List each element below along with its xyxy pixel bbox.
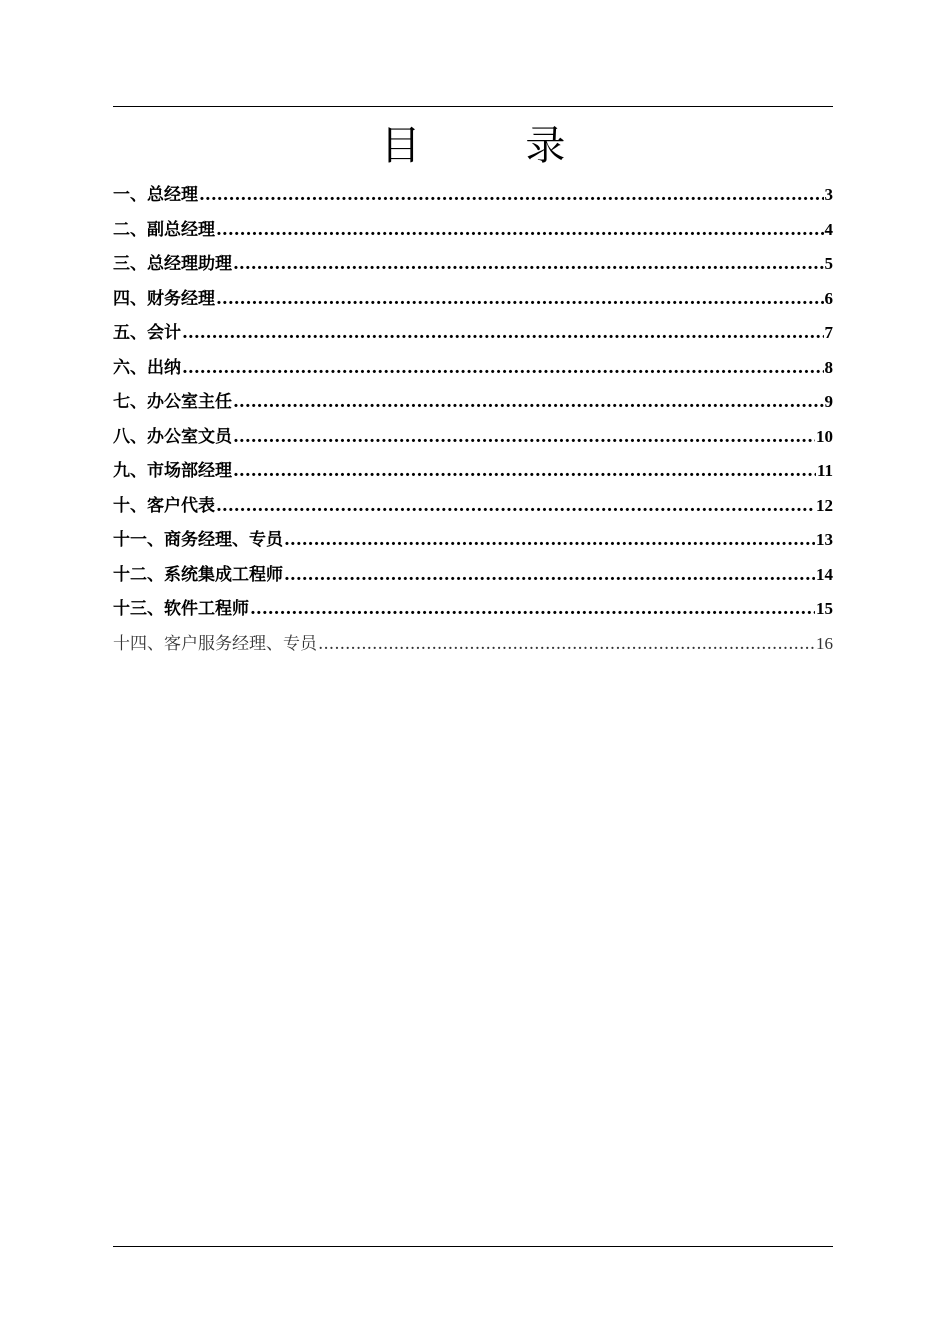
toc-dot-leader bbox=[233, 420, 815, 455]
toc-dot-leader bbox=[216, 282, 824, 317]
toc-entry-page: 11 bbox=[816, 461, 833, 480]
toc-entry[interactable] bbox=[113, 385, 833, 420]
toc-entry[interactable] bbox=[113, 247, 833, 282]
toc-entry-page: 9 bbox=[824, 392, 833, 411]
toc-dot-leader bbox=[216, 213, 824, 248]
toc-entry-label: 八、办公室文员 bbox=[113, 426, 232, 447]
toc-entry[interactable] bbox=[113, 558, 833, 593]
toc-entry[interactable] bbox=[113, 454, 833, 489]
toc-entry-label: 十二、系统集成工程师 bbox=[113, 564, 283, 585]
toc-entry[interactable] bbox=[113, 592, 833, 627]
toc-entry[interactable] bbox=[113, 420, 833, 455]
toc-entry[interactable] bbox=[113, 351, 833, 386]
toc-entry-label: 三、总经理助理 bbox=[113, 254, 232, 274]
toc-entry[interactable] bbox=[113, 282, 833, 317]
toc-entry-page: 12 bbox=[816, 495, 833, 515]
toc-entry-label: 五、会计 bbox=[113, 323, 181, 343]
toc-dot-leader bbox=[318, 627, 815, 662]
toc-dot-leader bbox=[199, 178, 824, 213]
toc-entry-page: 3 bbox=[824, 185, 833, 204]
toc-entry-label: 七、办公室主任 bbox=[113, 392, 232, 412]
toc-entry-page: 14 bbox=[816, 564, 833, 584]
toc-dot-leader bbox=[216, 489, 815, 524]
toc-entry-label: 十三、软件工程师 bbox=[113, 599, 249, 619]
toc-entry-page: 8 bbox=[824, 357, 833, 377]
toc-entry-page: 4 bbox=[824, 219, 833, 239]
toc-entry[interactable] bbox=[113, 523, 833, 558]
toc-dot-leader bbox=[284, 558, 815, 593]
toc-dot-leader bbox=[284, 523, 815, 558]
toc-entry-page: 13 bbox=[816, 530, 833, 549]
toc-entry-page: 15 bbox=[816, 599, 833, 618]
toc-dot-leader bbox=[233, 247, 824, 282]
toc-title: 目 录 bbox=[380, 123, 612, 169]
toc-entry[interactable] bbox=[113, 213, 833, 248]
footer-rule bbox=[113, 1246, 833, 1247]
toc-entry-label: 一、总经理 bbox=[113, 185, 198, 205]
toc-entry-label: 十四、客户服务经理、专员 bbox=[113, 633, 317, 654]
toc-entry-label: 十一、商务经理、专员 bbox=[113, 530, 283, 550]
toc-entry-label: 十、客户代表 bbox=[113, 495, 215, 516]
toc-entry[interactable] bbox=[113, 627, 833, 662]
toc-entry[interactable] bbox=[113, 178, 833, 213]
toc-entry-page: 10 bbox=[816, 426, 833, 446]
toc-entry-page: 6 bbox=[824, 288, 833, 308]
toc-dot-leader bbox=[233, 385, 824, 420]
toc-entry-page: 7 bbox=[824, 323, 833, 342]
toc-dot-leader bbox=[182, 316, 824, 351]
toc-entry-page: 16 bbox=[816, 633, 833, 653]
toc-entry-label: 四、财务经理 bbox=[113, 288, 215, 309]
toc-dot-leader bbox=[250, 592, 815, 627]
toc-entry[interactable] bbox=[113, 316, 833, 351]
toc-entry-label: 九、市场部经理 bbox=[113, 461, 232, 481]
toc-entry-label: 二、副总经理 bbox=[113, 219, 215, 240]
toc-dot-leader bbox=[233, 454, 816, 489]
toc-entry-page: 5 bbox=[824, 254, 833, 273]
toc-entry[interactable] bbox=[113, 489, 833, 524]
header-rule bbox=[113, 106, 833, 107]
toc-dot-leader bbox=[182, 351, 824, 386]
table-of-contents bbox=[113, 178, 833, 661]
toc-entry-label: 六、出纳 bbox=[113, 357, 181, 378]
